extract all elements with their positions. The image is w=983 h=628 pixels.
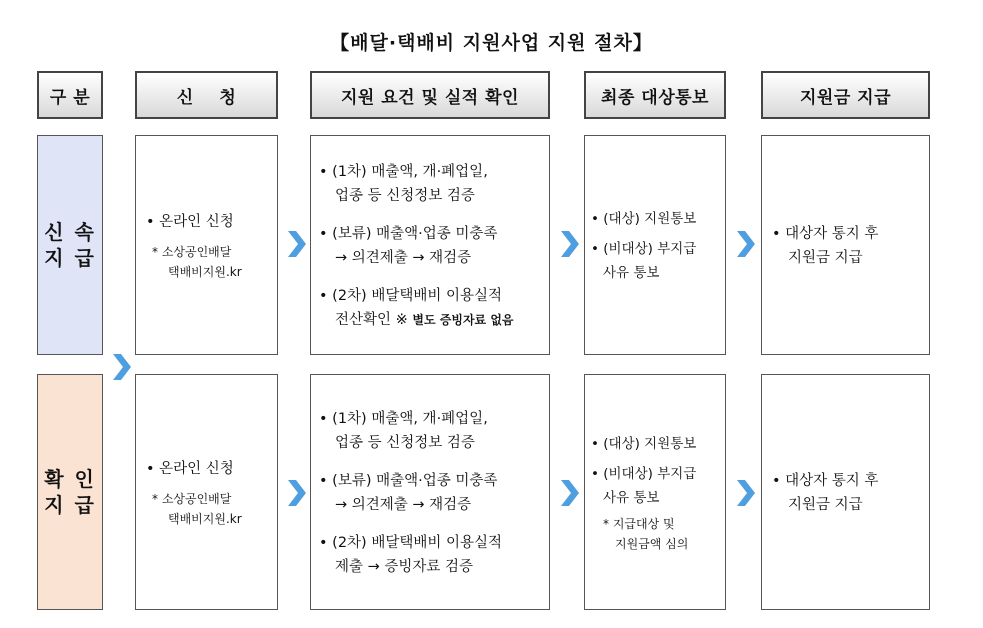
flow-arrow-icon [288,231,306,257]
verify-step-hold-detail: → 의견제출 → 재검증 [335,497,472,513]
apply-cell [135,135,278,355]
verify-step-2-detail [319,308,543,332]
apply-cell [135,374,278,610]
pay-cell [761,374,930,610]
flow-arrow-icon [113,354,131,380]
pay-cell [761,135,930,355]
pay-item-detail: 지원금 지급 [788,250,863,266]
category-label-top: 확 인 [44,467,96,491]
diagram-title: 【배달·택배비 지원사업 지원 절차】 [330,32,653,54]
verify-step-2: • (2차) 배달택배비 이용실적 [319,288,502,304]
verify-step-1: • (1차) 매출액, 개·폐업일, [319,164,488,180]
apply-note: * 소상공인배달 [152,492,232,506]
verify-step-2-bold: 별도 증빙자료 없음 [412,313,514,327]
verify-step-2: • (2차) 배달택배비 이용실적 [319,535,502,551]
notify-target: • (대상) 지원통보 [591,436,697,452]
category-label-bottom: 지 급 [44,493,96,517]
apply-item: • 온라인 신청 [146,461,234,477]
verify-step-1: • (1차) 매출액, 개·폐업일, [319,411,488,427]
pay-item: • 대상자 통지 후 [772,226,879,242]
notify-cell [584,374,726,610]
category-confirm-payment [37,374,103,610]
header-category: 구 분 [37,71,103,119]
header-pay: 지원금 지급 [761,71,930,119]
flow-arrow-icon [561,480,579,506]
pay-item: • 대상자 통지 후 [772,473,879,489]
verify-step-1-detail: 업종 등 신청정보 검증 [335,188,475,204]
verify-step-1-detail: 업종 등 신청정보 검증 [335,435,475,451]
verify-step-hold-detail: → 의견제출 → 재검증 [335,250,472,266]
apply-note: 택배비지원.kr [168,512,242,526]
category-fast-payment [37,135,103,355]
pay-item-detail: 지원금 지급 [788,497,863,513]
apply-item: • 온라인 신청 [146,214,234,230]
verify-step-2-detail: 제출 → 증빙자료 검증 [335,559,474,575]
notify-non-target-detail: 사유 통보 [603,265,660,281]
header-apply: 신 청 [135,71,278,119]
notify-note: 지원금액 심의 [615,537,689,551]
verify-step-2-text: 전산확인 ※ [335,312,408,328]
verify-step-hold: • (보류) 매출액·업종 미충족 [319,226,498,242]
flow-arrow-icon [288,480,306,506]
flow-arrow-icon [561,231,579,257]
flow-arrow-icon [737,231,755,257]
verify-cell [310,374,550,610]
header-notify: 최종 대상통보 [584,71,726,119]
header-verify: 지원 요건 및 실적 확인 [310,71,550,119]
verify-cell [310,135,550,355]
notify-non-target: • (비대상) 부지급 [591,466,697,482]
notify-note: * 지급대상 및 [603,517,675,531]
category-label-top: 신 속 [44,220,96,244]
category-label-bottom: 지 급 [44,246,96,270]
notify-cell [584,135,726,355]
flow-arrow-icon [737,480,755,506]
notify-non-target: • (비대상) 부지급 [591,241,697,257]
notify-target: • (대상) 지원통보 [591,211,697,227]
verify-step-hold: • (보류) 매출액·업종 미충족 [319,473,498,489]
apply-note: 택배비지원.kr [168,265,242,279]
apply-note: * 소상공인배달 [152,245,232,259]
notify-non-target-detail: 사유 통보 [603,490,660,506]
